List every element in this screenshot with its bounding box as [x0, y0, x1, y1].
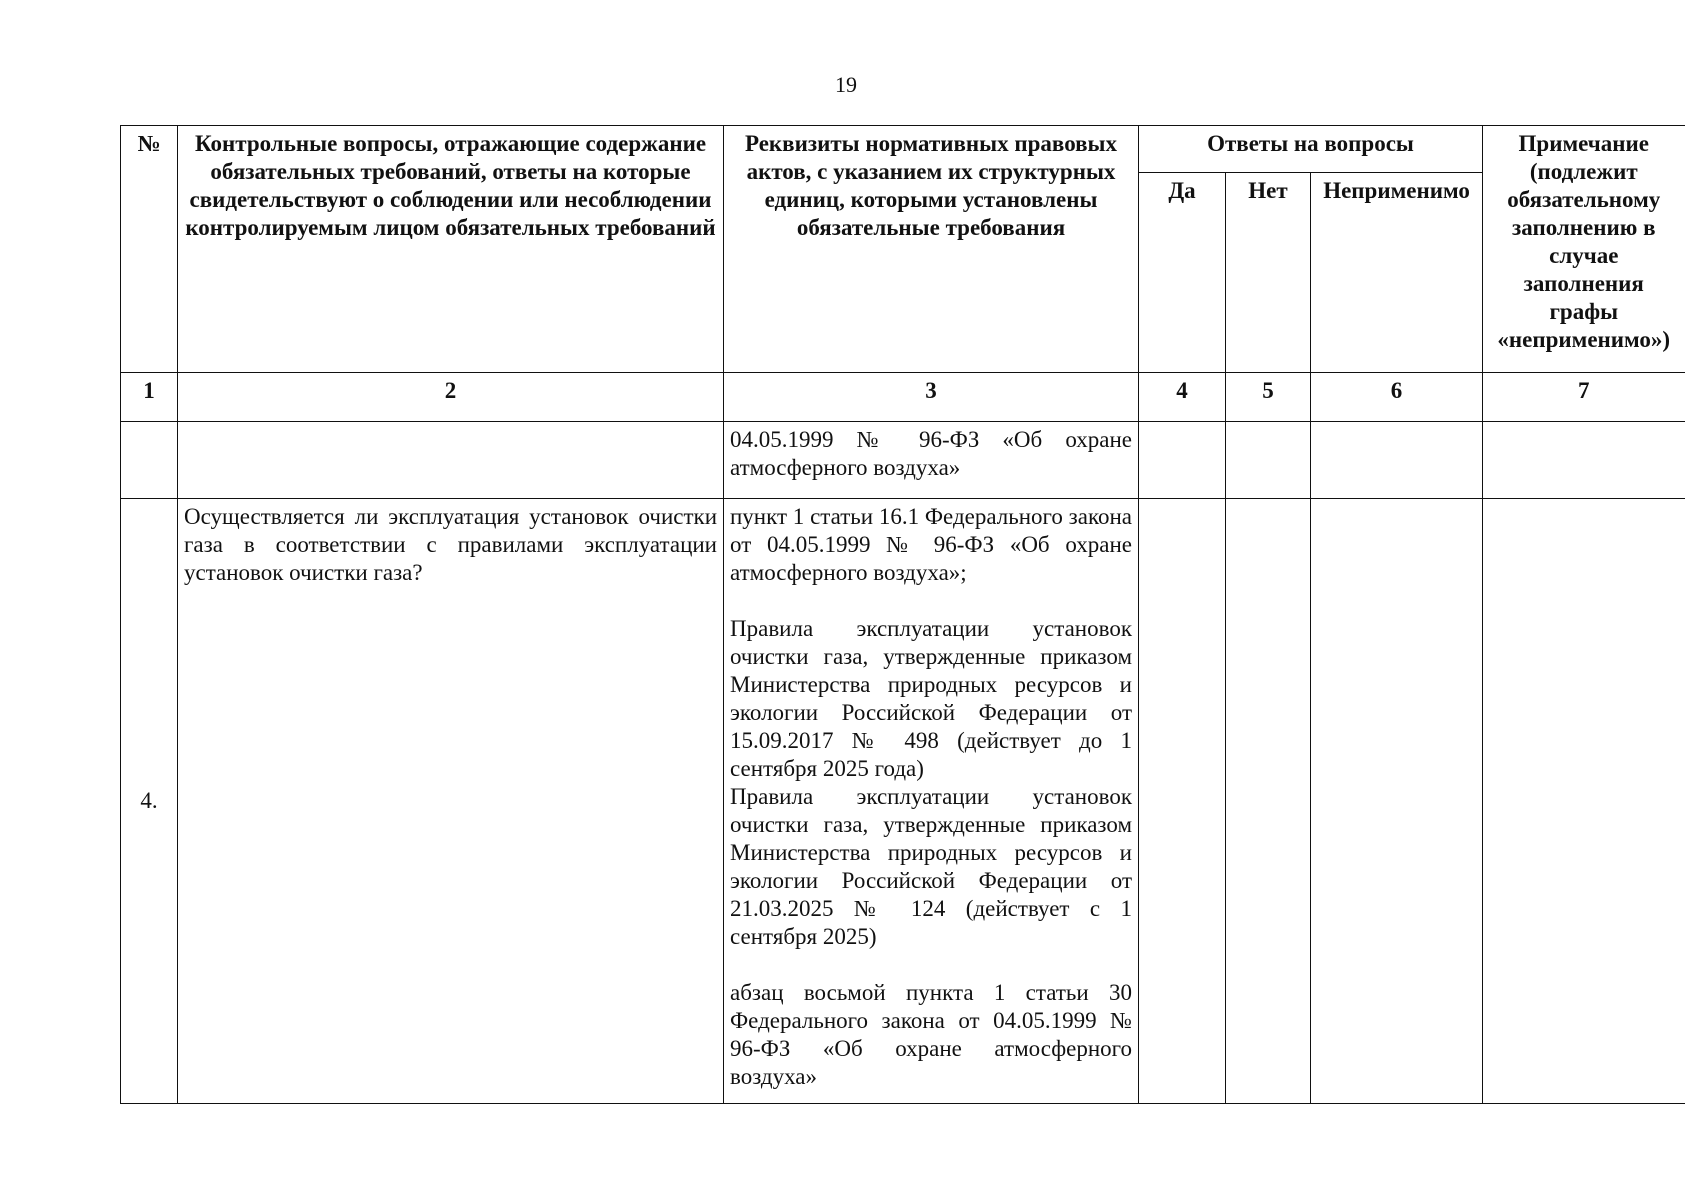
checklist-table — [120, 125, 1685, 1104]
answer-no-cell[interactable] — [1226, 422, 1311, 499]
row-number: 4. — [121, 499, 178, 1104]
header-yes: Да — [1139, 173, 1226, 373]
answer-na-cell[interactable] — [1311, 422, 1483, 499]
header-not-applicable: Неприменимо — [1311, 173, 1483, 373]
requisite-text: пункт 1 статьи 16.1 Федерального закона от 04.05.1999 № 96-ФЗ «Об охране атмосферного воздуха»; — [730, 504, 1132, 585]
header-no: Нет — [1226, 173, 1311, 373]
page-number: 19 — [835, 72, 857, 97]
row-question: Осуществляется ли эксплуатация установок очистки газа в соответствии с правилами эксплуатации установок очистки газа? — [178, 499, 724, 1104]
note-cell[interactable] — [1483, 422, 1685, 499]
row-question — [178, 422, 724, 499]
answer-yes-cell[interactable] — [1139, 422, 1226, 499]
column-number: 1 — [121, 373, 178, 422]
column-number-row — [121, 373, 1685, 422]
table-row — [121, 499, 1685, 1104]
column-number: 7 — [1483, 373, 1685, 422]
answer-yes-cell[interactable] — [1139, 499, 1226, 1104]
header-number: № — [121, 126, 178, 373]
column-number: 4 — [1139, 373, 1226, 422]
header-requisites: Реквизиты нормативных правовых актов, с указанием их структурных единиц, которыми установлены обязательные требования — [724, 126, 1139, 373]
row-requisites — [724, 422, 1139, 499]
header-note: Примечание (подлежит обязательному заполнению в случае заполнения графы «неприменимо») — [1483, 126, 1685, 373]
answer-na-cell[interactable] — [1311, 499, 1483, 1104]
header-answers: Ответы на вопросы — [1139, 126, 1483, 173]
requisite-text: абзац восьмой пункта 1 статьи 30 Федерального закона от 04.05.1999 № 96-ФЗ «Об охране атмосферного воздуха» — [730, 980, 1132, 1089]
column-number: 5 — [1226, 373, 1311, 422]
note-cell[interactable] — [1483, 499, 1685, 1104]
column-number: 3 — [724, 373, 1139, 422]
row-requisites — [724, 499, 1139, 1104]
header-question: Контрольные вопросы, отражающие содержание обязательных требований, ответы на которые свидетельствуют о соблюдении или несоблюдении контролируемым лицом обязательных требований — [178, 126, 724, 373]
answer-no-cell[interactable] — [1226, 499, 1311, 1104]
column-number: 2 — [178, 373, 724, 422]
requisite-text: Правила эксплуатации установок очистки газа, утвержденные приказом Министерства природных ресурсов и экологии Российской Федерации от 21.03.2025 № 124 (действует с 1 сентября 2025) — [730, 784, 1132, 949]
table-row — [121, 422, 1685, 499]
column-number: 6 — [1311, 373, 1483, 422]
requisite-text: 04.05.1999 № 96-ФЗ «Об охране атмосферного воздуха» — [730, 427, 1132, 480]
header-row — [121, 126, 1685, 173]
row-number — [121, 422, 178, 499]
requisite-text: Правила эксплуатации установок очистки газа, утвержденные приказом Министерства природных ресурсов и экологии Российской Федерации от 15.09.2017 № 498 (действует до 1 сентября 2025 года) — [730, 616, 1132, 781]
